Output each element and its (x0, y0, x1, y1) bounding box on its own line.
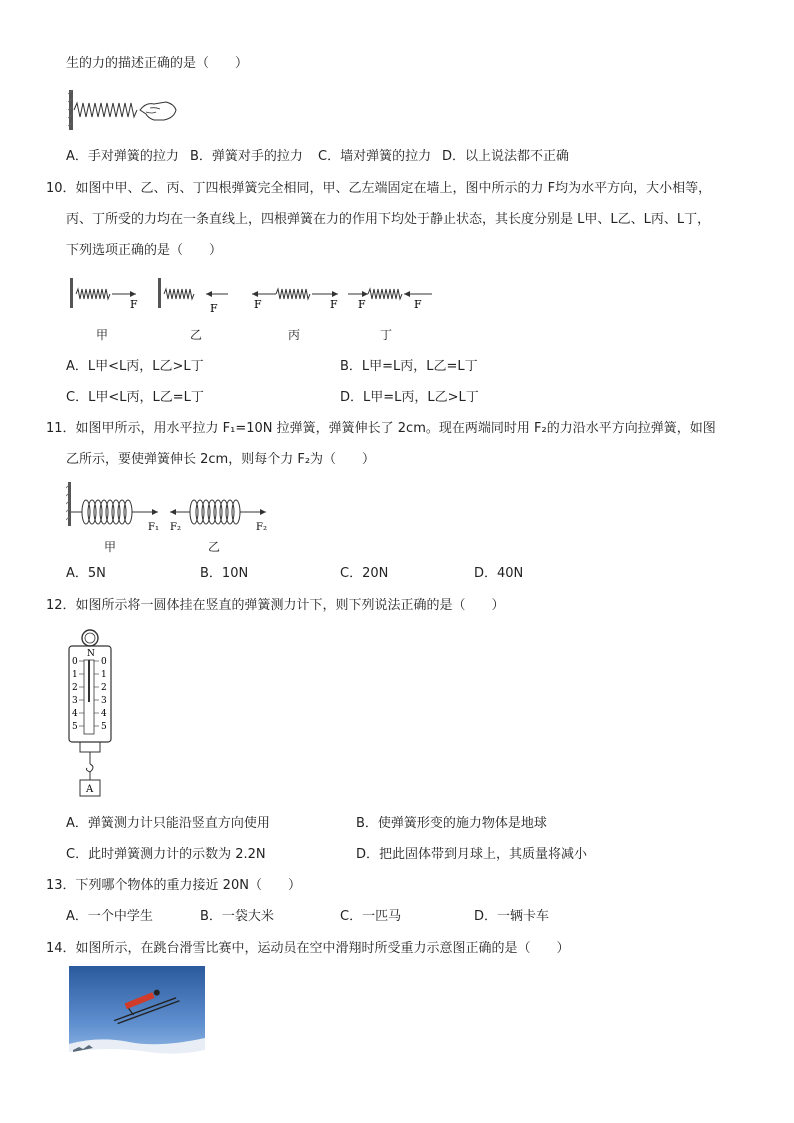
q10-caption-bing: 丙 (288, 328, 301, 342)
q10-option-d: D．L甲=L丙，L乙>L丁 (340, 390, 479, 405)
q11-caption-jia: 甲 (104, 540, 117, 554)
q12-option-c: C．此时弹簧测力计的示数为 2.2N (66, 847, 266, 862)
svg-text:4: 4 (72, 709, 78, 719)
q13-stem: 13．下列哪个物体的重力接近 20N（ ） (46, 878, 301, 893)
q10-caption-jia: 甲 (96, 328, 109, 342)
q10-figure-springs (66, 276, 446, 316)
q11-caption-yi: 乙 (208, 540, 221, 554)
q9-option-d: D．以上说法都不正确 (442, 149, 570, 164)
svg-text:0: 0 (101, 657, 107, 667)
q14-stem: 14．如图所示，在跳台滑雪比赛中，运动员在空中滑翔时所受重力示意图正确的是（ ） (46, 941, 570, 956)
svg-text:4: 4 (101, 709, 107, 719)
svg-text:0: 0 (72, 657, 78, 667)
q10-force-label-bing-left: F (254, 298, 262, 311)
q11-stem-line2: 乙所示，要使弹簧伸长 2cm，则每个力 F₂为（ ） (66, 452, 376, 467)
q9-figure-spring-hand (68, 88, 180, 132)
q11-label-f2-left: F₂ (170, 522, 181, 533)
q10-force-label-ding-right: F (414, 298, 422, 311)
q12-option-d: D．把此固体带到月球上，其质量将减小 (356, 847, 588, 862)
q10-caption-yi: 乙 (190, 328, 203, 342)
q10-force-label-bing-right: F (330, 298, 338, 311)
q12-figure-spring-scale (64, 628, 120, 800)
q11-option-c: C．20N (340, 566, 389, 581)
q12-option-b: B．使弹簧形变的施力物体是地球 (356, 816, 547, 831)
q13-option-d: D．一辆卡车 (474, 909, 550, 924)
q9-option-a: A．手对弹簧的拉力 (66, 149, 179, 164)
q9-option-c: C．墙对弹簧的拉力 (318, 149, 432, 164)
q10-stem-line1: 10．如图中甲、乙、丙、丁四根弹簧完全相同，甲、乙左端固定在墙上，图中所示的力 F均为水平方向，大小相等， (46, 181, 712, 196)
q12-scale-unit: N (87, 649, 95, 659)
svg-text:3: 3 (101, 696, 107, 706)
q9-option-b: B．弹簧对手的拉力 (190, 149, 303, 164)
q10-force-label-yi: F (210, 302, 218, 315)
q11-stem-line1: 11．如图甲所示，用水平拉力 F₁=10N 拉弹簧，弹簧伸长了 2cm。现在两端同时用 F₂的力沿水平方向拉弹簧，如图 (46, 421, 716, 436)
q13-option-c: C．一匹马 (340, 909, 402, 924)
q12-stem: 12．如图所示将一圆体挂在竖直的弹簧测力计下，则下列说法正确的是（ ） (46, 598, 505, 613)
q11-figure-springs (66, 482, 276, 538)
q11-label-f1: F₁ (148, 522, 159, 533)
svg-text:2: 2 (101, 683, 107, 693)
q10-caption-ding: 丁 (380, 328, 393, 342)
q10-stem-line2: 丙、丁所受的力均在一条直线上，四根弹簧在力的作用下均处于静止状态，其长度分别是 L甲、L乙、L丙、L丁， (66, 212, 711, 227)
q12-option-a: A．弹簧测力计只能沿竖直方向使用 (66, 816, 270, 831)
svg-text:3: 3 (72, 696, 78, 706)
q13-option-b: B．一袋大米 (200, 909, 274, 924)
q14-ski-jump-photo (69, 966, 205, 1062)
svg-text:1: 1 (72, 670, 78, 680)
q10-option-c: C．L甲<L丙，L乙=L丁 (66, 390, 204, 405)
q10-stem-line3: 下列选项正确的是（ ） (66, 243, 223, 258)
q10-force-label-ding-left: F (358, 298, 366, 311)
q11-option-b: B．10N (200, 566, 249, 581)
q13-option-a: A．一个中学生 (66, 909, 153, 924)
q10-option-a: A．L甲<L丙，L乙>L丁 (66, 359, 204, 374)
svg-text:1: 1 (101, 670, 107, 680)
q11-option-d: D．40N (474, 566, 524, 581)
q12-block-label: A (86, 784, 94, 795)
q11-option-a: A．5N (66, 566, 106, 581)
svg-text:5: 5 (72, 722, 78, 732)
q9-stem: 生的力的描述正确的是（ ） (66, 56, 249, 71)
svg-text:2: 2 (72, 683, 78, 693)
svg-text:5: 5 (101, 722, 107, 732)
q10-option-b: B．L甲=L丙，L乙=L丁 (340, 359, 478, 374)
q11-label-f2-right: F₂ (256, 522, 267, 533)
q10-force-label-jia: F (130, 298, 138, 311)
